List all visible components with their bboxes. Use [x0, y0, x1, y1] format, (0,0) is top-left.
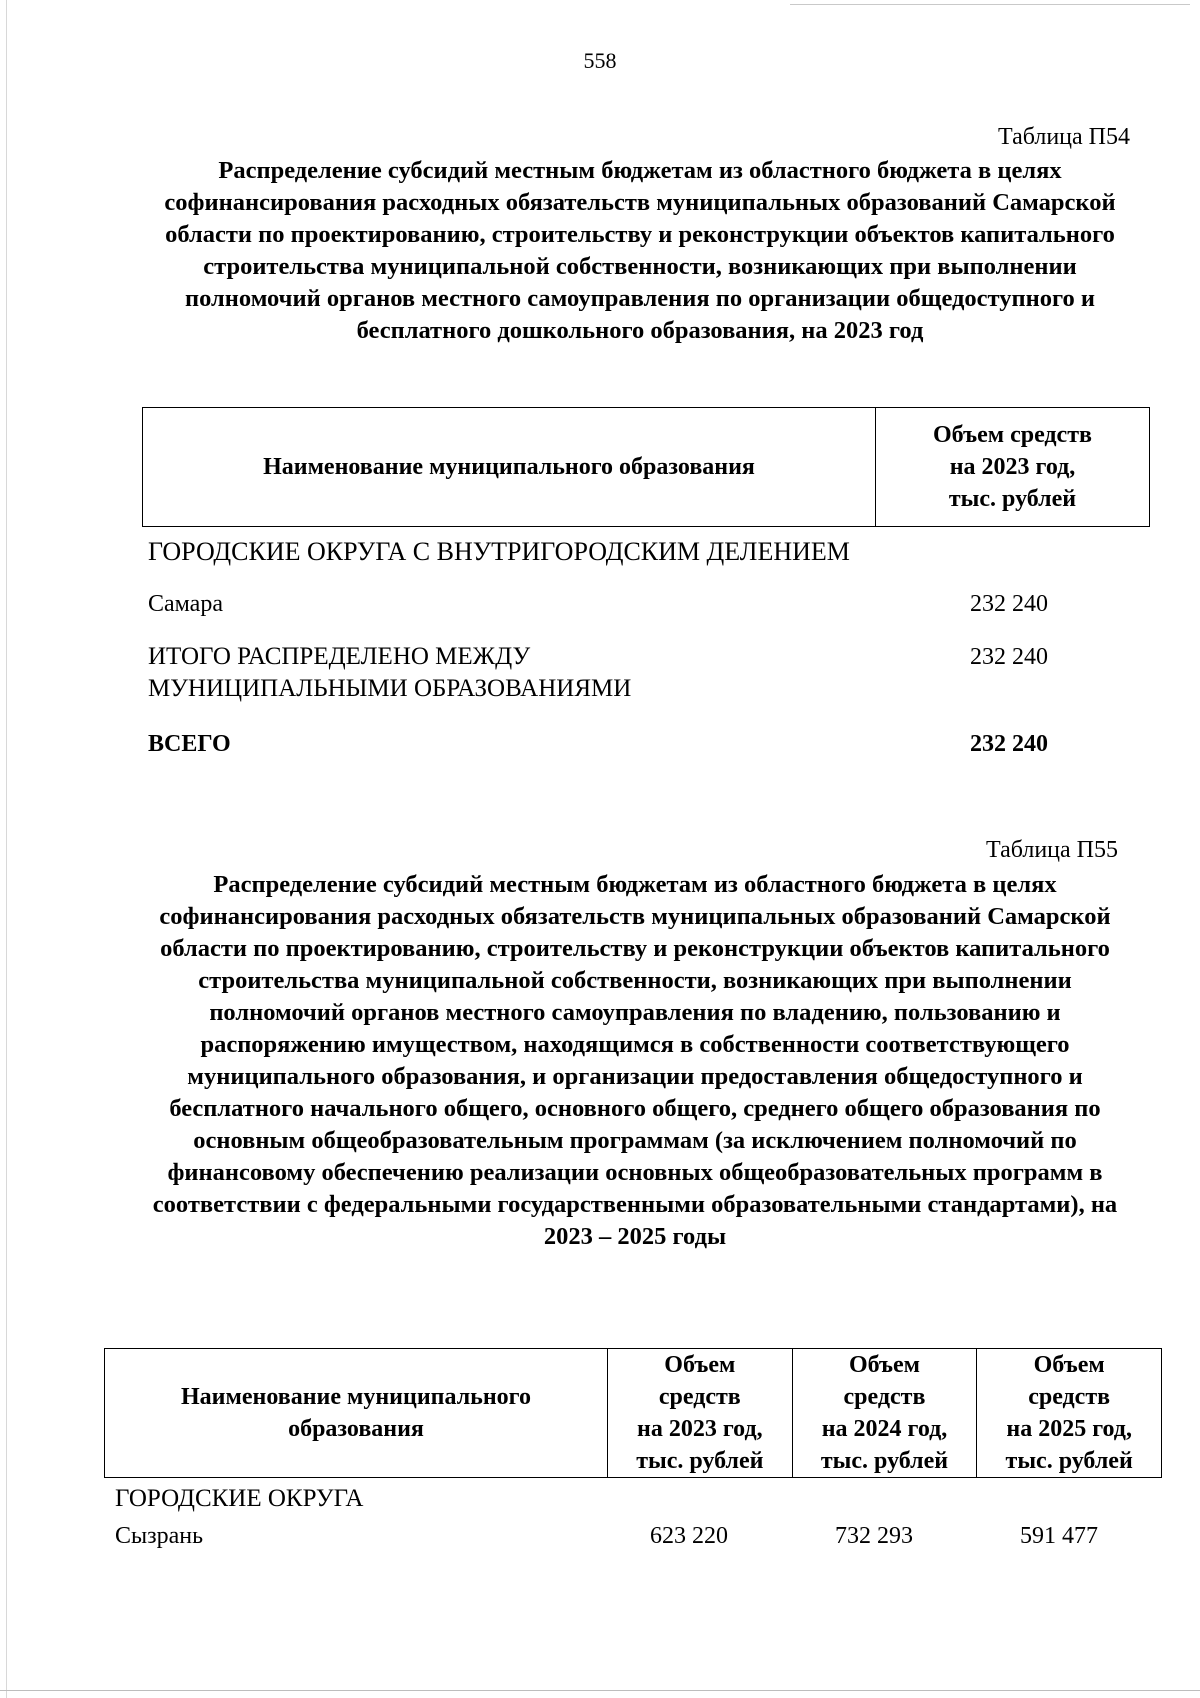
p54-subtotal-label-line2: МУНИЦИПАЛЬНЫМИ ОБРАЗОВАНИЯМИ [148, 675, 632, 702]
scan-artifact-top [790, 4, 1190, 5]
p54-row-value: 232 240 [970, 591, 1048, 617]
p55-row-value-2024: 732 293 [835, 1523, 913, 1549]
p54-total-label: ВСЕГО [148, 731, 231, 757]
p54-total-value: 232 240 [970, 731, 1048, 757]
table-p55-label: Таблица П55 [986, 837, 1118, 863]
table-p54-label: Таблица П54 [998, 124, 1130, 150]
p54-header-amount: Объем средств на 2023 год, тыс. рублей [876, 408, 1150, 527]
p55-header-2024: Объем средств на 2024 год, тыс. рублей [792, 1349, 977, 1478]
p55-section-heading: ГОРОДСКИЕ ОКРУГА [115, 1485, 364, 1512]
p55-header-2025: Объем средств на 2025 год, тыс. рублей [977, 1349, 1162, 1478]
table-p54-title: Распределение субсидий местным бюджетам из областного бюджета в целях софинансирования расходных обязательств муниципальных образований Самарской области по проектированию, строительству и реконструкции объектов капитального строительства муниципальной собственности, возникающих при выполнении полномочий органов местного самоуправления по организации общедоступного и бесплатного дошкольного образования, на 2023 год [164, 157, 1116, 344]
p54-row-name: Самара [148, 591, 223, 617]
p55-header-2023: Объем средств на 2023 год, тыс. рублей [608, 1349, 793, 1478]
p54-subtotal-value: 232 240 [970, 644, 1048, 670]
p55-header-name: Наименование муниципального образования [105, 1349, 608, 1478]
p54-header-name: Наименование муниципального образования [143, 408, 876, 527]
table-p55-header [104, 1348, 1162, 1478]
p54-subtotal-row [148, 641, 1048, 711]
scan-artifact-edge [6, 0, 7, 1698]
p54-section-heading: ГОРОДСКИЕ ОКРУГА С ВНУТРИГОРОДСКИМ ДЕЛЕНИЕМ [148, 537, 850, 566]
scan-artifact-bottom [0, 1690, 1200, 1691]
p55-row-value-2023: 623 220 [650, 1523, 728, 1549]
page-number: 558 [583, 48, 617, 73]
table-p54-header [142, 407, 1150, 527]
p54-subtotal-label-line1: ИТОГО РАСПРЕДЕЛЕНО МЕЖДУ [148, 643, 531, 670]
p55-row-name: Сызрань [115, 1523, 204, 1549]
p55-row-value-2025: 591 477 [1020, 1523, 1098, 1549]
table-p55-title: Распределение субсидий местным бюджетам из областного бюджета в целях софинансирования расходных обязательств муниципальных образований Самарской области по проектированию, строительству и реконструкции объектов капитального строительства муниципальной собственности, возникающих при выполнении полномочий органов местного самоуправления по владению, пользованию и распоряжению имуществом, находящимся в собственности соответствующего муниципального образования, и организации предоставления общедоступного и бесплатного начального общего, основного общего, среднего общего образования по основным общеобразовательным программам (за исключением полномочий по финансовому обеспечению реализации основных общеобразовательных программ в соответствии с федеральными государственными образовательными стандартами), на 2023 – 2025 годы [152, 871, 1118, 1250]
